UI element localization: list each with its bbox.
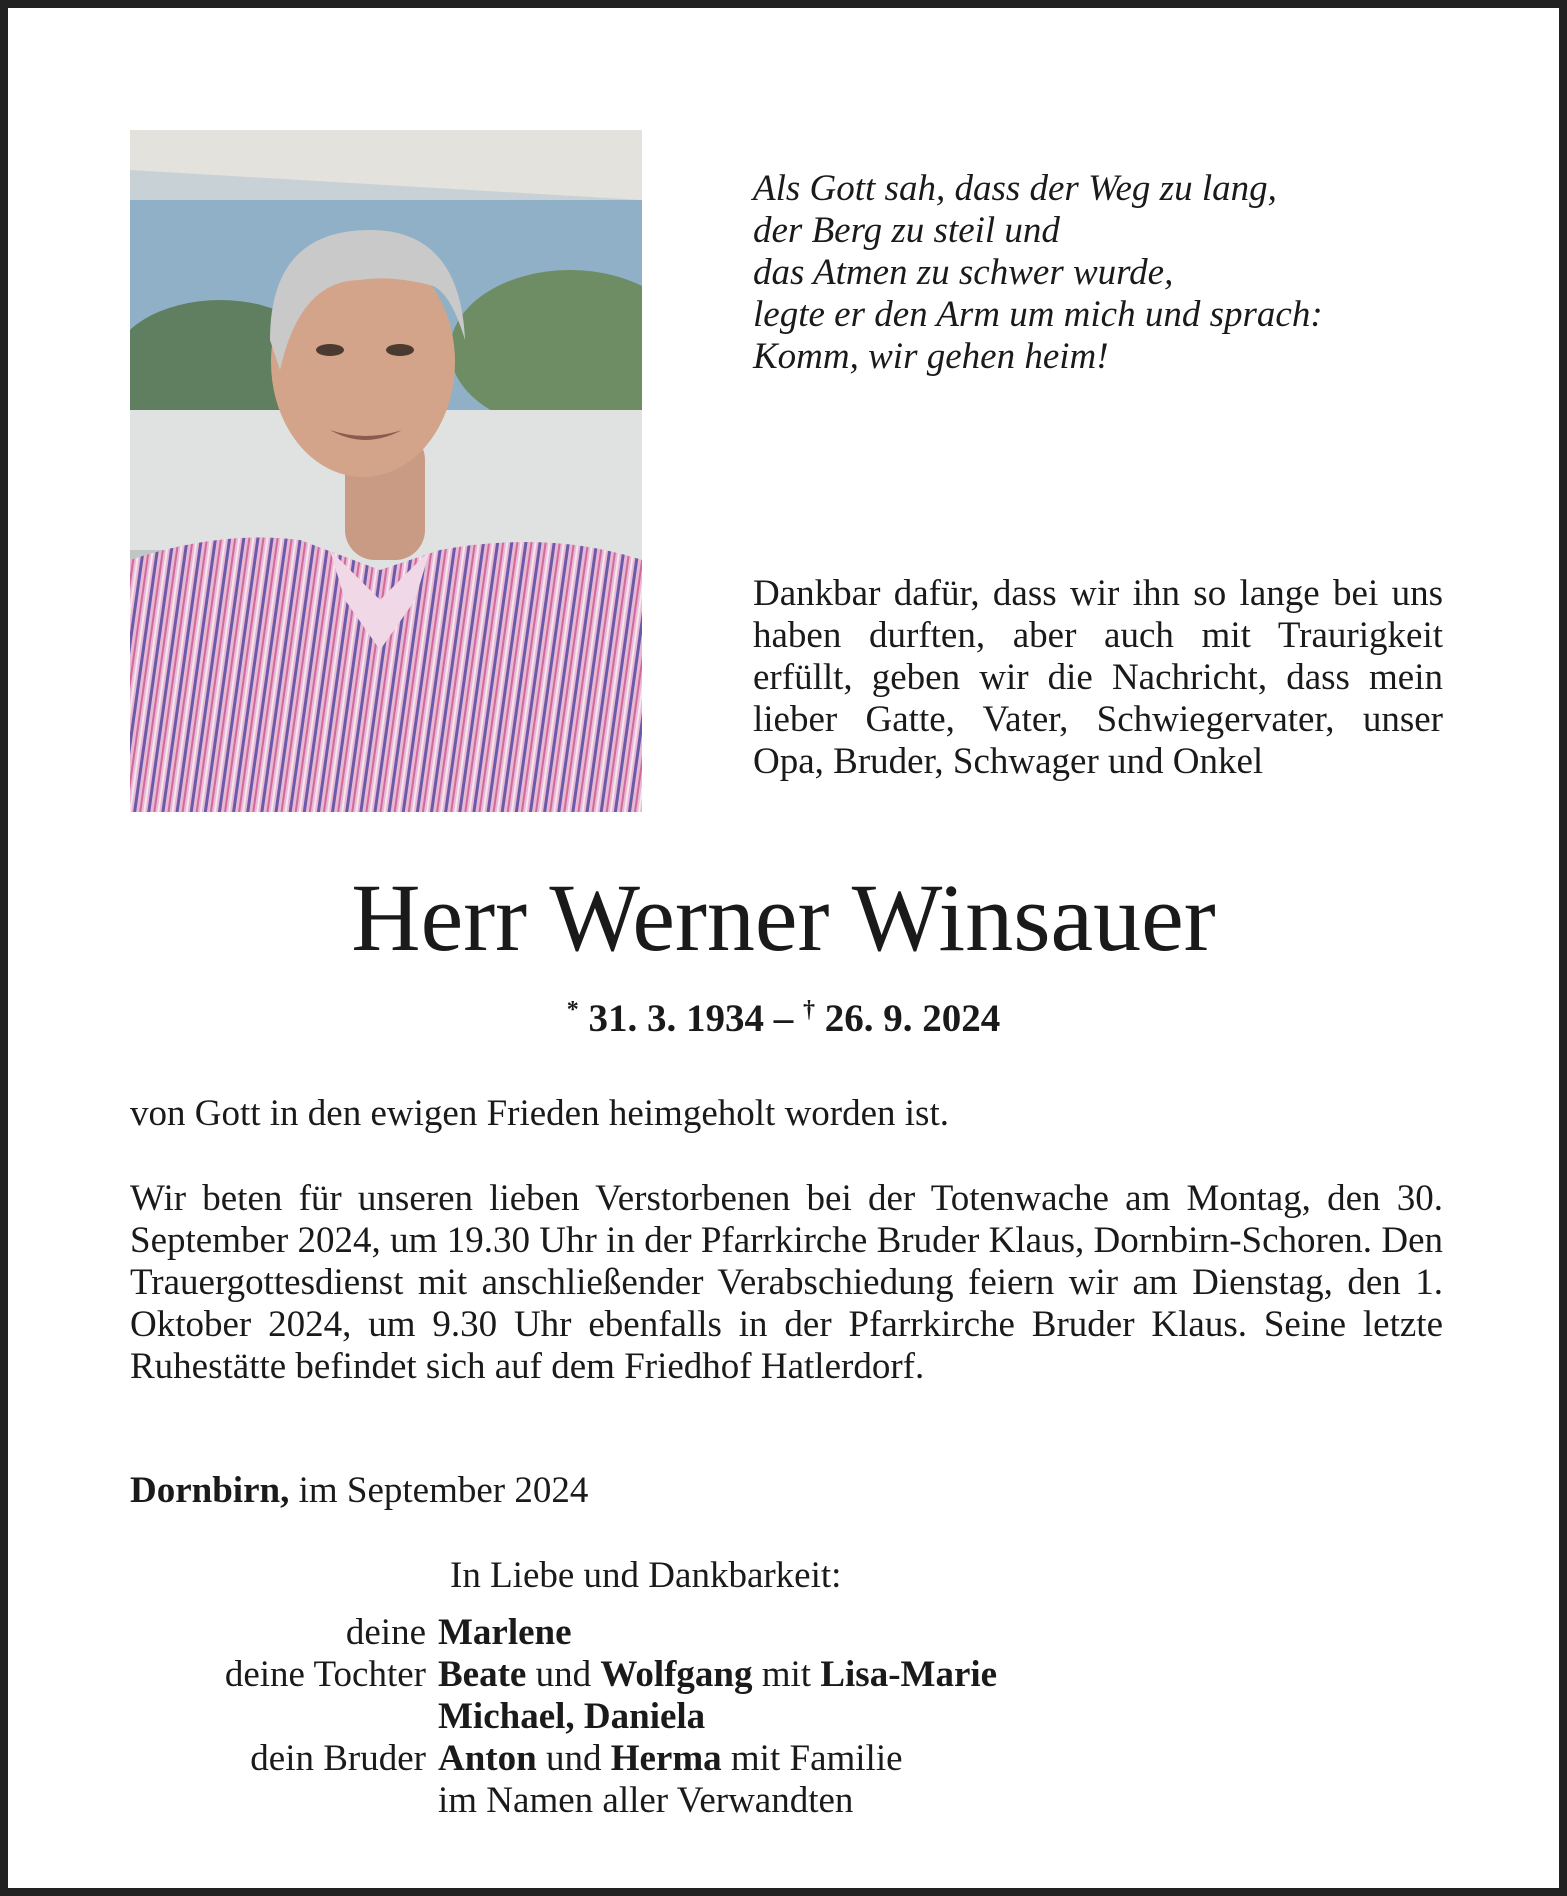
body-paragraph-2: Wir beten für unseren lieben Verstorbenen bei der Totenwache am Montag, den 30. September 2024, um 19.30 Uhr in der Pfarrkirche Bruder Klaus, Dornbirn-Schoren. Den Trauergottesdienst mit anschließender Verabschiedung feiern wir am Dienstag, den 1. Oktober 2024, um 9.30 Uhr ebenfalls in der Pfarrkirche Bruder Klaus. Seine letzte Ruhestätte befindet sich auf dem Friedhof Hatlerdorf. — [130, 1178, 1443, 1387]
signature-block — [8, 1612, 1559, 1822]
body-paragraph-1: von Gott in den ewigen Frieden heimgeholt worden ist. — [130, 1093, 949, 1134]
family-name: Michael, Daniela — [438, 1696, 706, 1737]
obituary-card — [8, 8, 1559, 1888]
birth-symbol: * — [566, 997, 579, 1023]
poem-line: der Berg zu steil und — [753, 210, 1060, 251]
deceased-name: Herr Werner Winsauer — [351, 864, 1216, 971]
poem-line: das Atmen zu schwer wurde, — [753, 252, 1174, 293]
signature-row — [8, 1738, 1559, 1780]
birth-date: 31. 3. 1934 — [588, 997, 764, 1040]
poem-line: Als Gott sah, dass der Weg zu lang, — [753, 168, 1277, 209]
death-symbol: † — [803, 997, 815, 1023]
life-dates — [8, 988, 1559, 1041]
place-date — [130, 1470, 588, 1512]
signature-row — [8, 1696, 1559, 1738]
place-month: im September 2024 — [298, 1470, 589, 1511]
poem-line: legte er den Arm um mich und sprach: — [753, 294, 1323, 335]
relation-label: dein Bruder — [250, 1738, 426, 1779]
signature-heading: In Liebe und Dankbarkeit: — [450, 1555, 842, 1596]
closing-line: im Namen aller Verwandten — [438, 1780, 854, 1821]
family-name: Wolfgang — [600, 1654, 753, 1695]
family-name: Lisa-Marie — [820, 1654, 998, 1695]
death-date: 26. 9. 2024 — [824, 997, 1001, 1040]
relation-label: deine Tochter — [224, 1654, 426, 1695]
family-name: Beate — [438, 1654, 527, 1695]
relation-label — [8, 1780, 438, 1822]
signature-row — [8, 1654, 1559, 1696]
connector: mit Familie — [730, 1738, 903, 1779]
poem — [753, 168, 1323, 378]
intro-text: Dankbar dafür, dass wir ihn so lange bei uns haben durften, aber auch mit Traurigkeit erfüllt, geben wir die Nachricht, dass mein lieber Gatte, Vater, Schwiegervater, unser Opa, Bruder, Schwager und Onkel — [753, 573, 1443, 782]
family-name: Anton — [438, 1738, 537, 1779]
connector: mit — [761, 1654, 812, 1695]
family-name: Herma — [610, 1738, 722, 1779]
portrait-photo — [130, 130, 642, 812]
poem-line: Komm, wir gehen heim! — [753, 336, 1109, 377]
relation-label — [8, 1696, 438, 1738]
connector: und — [535, 1654, 592, 1695]
connector: und — [545, 1738, 602, 1779]
signature-row — [8, 1612, 1559, 1654]
family-name: Marlene — [438, 1612, 572, 1653]
place-city: Dornbirn, — [130, 1470, 290, 1511]
relation-label: deine — [345, 1612, 426, 1653]
date-separator: – — [773, 997, 794, 1040]
portrait-illustration — [130, 130, 642, 812]
signature-row — [8, 1780, 1559, 1822]
